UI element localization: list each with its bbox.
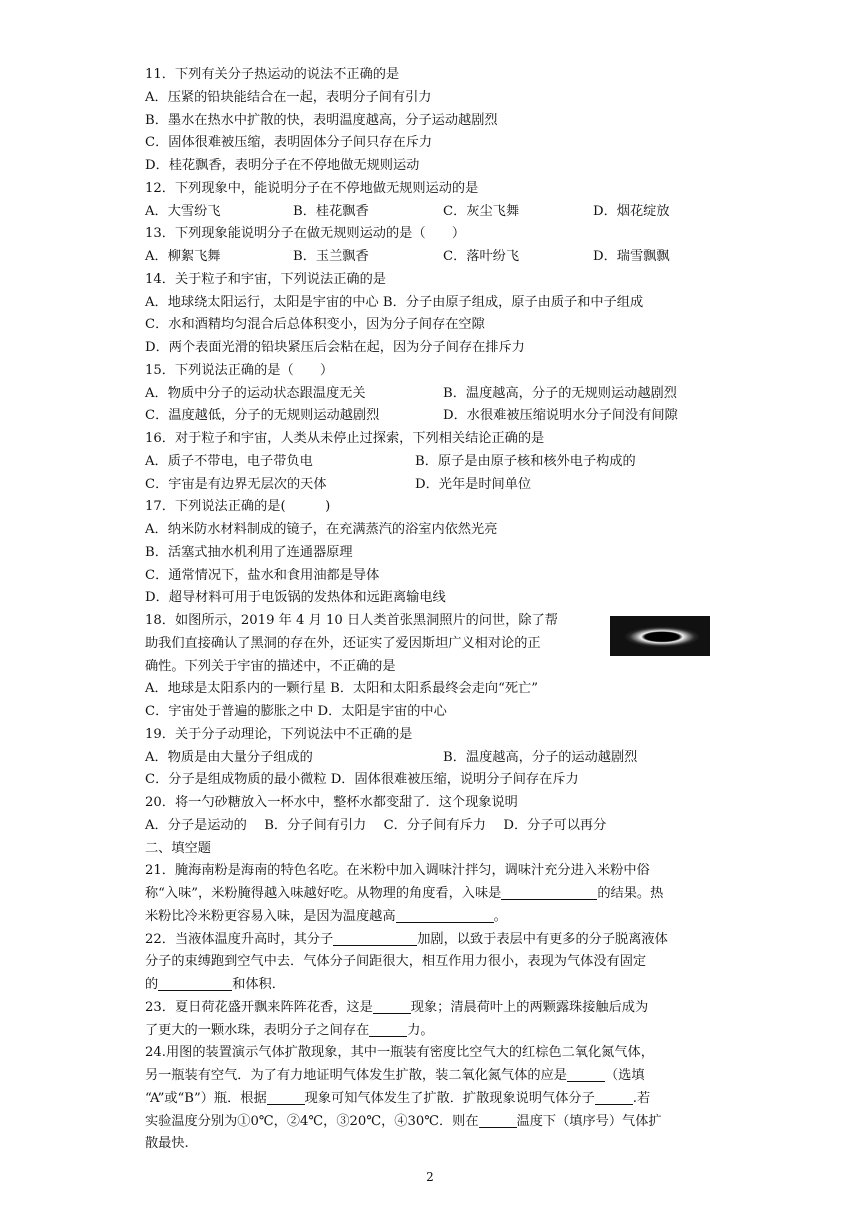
q16-options-cd xyxy=(145,474,723,497)
q21-text: 米粉比冷米粉更容易入味，是因为温度越高 xyxy=(145,908,396,924)
q24-text: （选填 xyxy=(605,1068,645,1083)
q24-line3 xyxy=(145,1088,723,1111)
q17-option-a: A．纳米防水材料制成的镜子，在充满蒸汽的浴室内依然光亮 xyxy=(145,522,498,537)
q24-line4 xyxy=(145,1111,723,1134)
q15-options-cd xyxy=(145,405,723,428)
q19-option-b: B．温度越高，分子的运动越剧烈 xyxy=(443,749,638,765)
q20-stem: 20．将一勺砂糖放入一杯水中，整杯水都变甜了．这个现象说明 xyxy=(145,795,518,810)
q11-option-d: D．桂花飘香，表明分子在不停地做无规则运动 xyxy=(145,158,420,173)
q21-blank-1[interactable] xyxy=(501,885,597,900)
q14-option-c: C．水和酒精均匀混合后总体积变小，因为分子间存在空隙 xyxy=(145,317,485,333)
q18-stem-line3: 确性。下列关于宇宙的描述中，不正确的是 xyxy=(145,658,396,674)
q14-option-ab: A．地球绕太阳运行，太阳是宇宙的中心 B．分子由原子组成，原子由质子和中子组成 xyxy=(145,294,644,310)
page-number: 2 xyxy=(426,1170,434,1184)
q21-text: 称“入味”，米粉腌得越入味越好吃。从物理的角度看，入味是 xyxy=(145,886,502,901)
q24-text: 另一瓶装有空气．为了有力地证明气体发生扩散，装二氧化氮气体的应是 xyxy=(145,1068,567,1083)
q22-blank-1[interactable] xyxy=(333,931,417,946)
q24-text: 实验温度分别为①0℃，②4℃，③20℃，④30℃．则在 xyxy=(145,1113,479,1129)
q15-option-b: B．温度越高，分子的无规则运动越剧烈 xyxy=(443,385,677,401)
q18-block xyxy=(145,610,723,678)
q16-option-c: C．宇宙是有边界无层次的天体 xyxy=(145,476,327,492)
q11-stem: 11．下列有关分子热运动的说法不正确的是 xyxy=(145,67,400,82)
q23-blank-1[interactable] xyxy=(373,999,411,1014)
q19-options-cd: C．分子是组成物质的最小微粒 D．固体很难被压缩，说明分子间存在斥力 xyxy=(145,772,579,788)
q12-option-c: C．灰尘飞舞 xyxy=(443,203,520,219)
black-hole-image xyxy=(610,616,710,656)
q15-option-a: A．物质中分子的运动状态跟温度无关 xyxy=(145,385,366,401)
q22-line1 xyxy=(145,929,723,952)
q19-stem: 19．关于分子动理论，下列说法中不正确的是 xyxy=(145,726,413,742)
q23-text: 23．夏日荷花盛开飘来阵阵花香，这是 xyxy=(145,999,373,1015)
q15-option-c: C．温度越低，分子的无规则运动越剧烈 xyxy=(145,408,380,424)
q11-option-c: C．固体很难被压缩，表明固体分子间只存在斥力 xyxy=(145,135,433,151)
q23-text: 力。 xyxy=(407,1022,434,1038)
q18-stem-line2: 助我们直接确认了黑洞的存在外，还证实了爱因斯坦广义相对论的正 xyxy=(145,635,541,651)
q19-options-ab xyxy=(145,747,723,770)
q24-text: 现象可知气体发生了扩散．扩散现象说明气体分子 xyxy=(304,1090,595,1106)
q23-text: 现象；清晨荷叶上的两颗露珠接触后成为 xyxy=(410,999,649,1015)
q12-option-d: D．烟花绽放 xyxy=(593,203,670,219)
q12-option-a: A．大雪纷飞 xyxy=(145,203,221,219)
q11-option-a: A．压紧的铅块能结合在一起，表明分子间有引力 xyxy=(145,89,432,105)
q19-option-a: A．物质是由大量分子组成的 xyxy=(145,749,313,765)
q23-line2 xyxy=(145,1020,723,1043)
q24-blank-2[interactable] xyxy=(267,1090,305,1105)
q24-text: “A”或“B”）瓶．根据 xyxy=(145,1090,267,1106)
q12-stem: 12．下列现象中，能说明分子在不停地做无规则运动的是 xyxy=(145,180,479,196)
q16-option-d: D．光年是时间单位 xyxy=(415,476,532,492)
q22-text: 和体积． xyxy=(232,977,285,992)
q17-stem: 17．下列说法正确的是( ) xyxy=(145,499,331,515)
q24-blank-3[interactable] xyxy=(595,1090,633,1105)
q13-option-a: A．柳絮飞舞 xyxy=(145,249,221,264)
q13-options xyxy=(145,246,723,269)
q18-stem-line1: 18．如图所示，2019 年 4 月 10 日人类首张黑洞照片的问世，除了帮 xyxy=(145,613,558,628)
q12-option-b: B．桂花飘香 xyxy=(293,203,369,219)
q20-options: A．分子是运动的 B．分子间有引力 C．分子间有斥力 D．分子可以再分 xyxy=(145,817,607,833)
q12-options xyxy=(145,201,723,224)
q21-text: 的结果。热 xyxy=(597,886,664,901)
q23-blank-2[interactable] xyxy=(369,1022,407,1037)
q21-blank-2[interactable] xyxy=(396,908,494,923)
q15-stem: 15．下列说法正确的是（ ） xyxy=(145,362,334,378)
q13-option-b: B．玉兰飘香 xyxy=(293,249,369,264)
q17-option-c: C．通常情况下，盐水和食用油都是导体 xyxy=(145,567,380,583)
q11-option-b: B．墨水在热水中扩散的快，表明温度越高，分子运动越剧烈 xyxy=(145,112,498,128)
q21-text: 。 xyxy=(493,908,507,924)
q17-option-b: B．活塞式抽水机利用了连通器原理 xyxy=(145,544,353,560)
q22-text: 的 xyxy=(145,977,159,992)
q22-blank-2[interactable] xyxy=(158,976,232,991)
q23-line1 xyxy=(145,997,723,1020)
q16-stem: 16．对于粒子和宇宙，人类从未停止过探索，下列相关结论正确的是 xyxy=(145,431,545,446)
q14-option-d: D．两个表面光滑的铅块紧压后会粘在起，因为分子间存在排斥力 xyxy=(145,340,525,355)
q22-text: 22．当液体温度升高时，其分子 xyxy=(145,931,334,947)
q21-line1: 21．腌海南粉是海南的特色名吃。在米粉中加入调味汁拌匀，调味汁充分进入米粉中俗 xyxy=(145,863,650,879)
q18-options-ab: A．地球是太阳系内的一颗行星 B．太阳和太阳系最终会走向“死亡” xyxy=(145,681,538,697)
q22-line2: 分子的束缚跑到空气中去．气体分子间距很大，相互作用力很小，表现为气体没有固定 xyxy=(145,954,647,970)
q24-line5: 散最快. xyxy=(145,1136,189,1152)
q24-text: .若 xyxy=(632,1090,651,1106)
q24-line2 xyxy=(145,1065,723,1088)
q13-option-d: D．瑞雪飘飘 xyxy=(593,249,670,264)
q23-text: 了更大的一颗水珠，表明分子之间存在 xyxy=(145,1022,370,1038)
q24-line1: 24.用图的装置演示气体扩散现象，其中一瓶装有密度比空气大的红棕色二氧化氮气体， xyxy=(145,1045,654,1061)
q16-options-ab xyxy=(145,451,723,474)
q16-option-a: A．质子不带电，电子带负电 xyxy=(145,453,313,469)
q24-blank-4[interactable] xyxy=(479,1113,517,1128)
q17-option-d: D．超导材料可用于电饭锅的发热体和远距离输电线 xyxy=(145,590,446,606)
q13-option-c: C．落叶纷飞 xyxy=(443,249,520,264)
q22-text: 加剧，以致于表层中有更多的分子脱离液体 xyxy=(417,931,668,947)
q22-line3 xyxy=(145,974,723,997)
q18-options-cd: C．宇宙处于普遍的膨胀之中 D．太阳是宇宙的中心 xyxy=(145,704,447,719)
question-page xyxy=(145,64,723,1156)
q13-stem: 13．下列现象能说明分子在做无规则运动的是（ ） xyxy=(145,226,466,242)
q21-line2 xyxy=(145,883,723,906)
q14-stem: 14．关于粒子和宇宙，下列说法正确的是 xyxy=(145,271,386,287)
q15-options-ab xyxy=(145,383,723,406)
q24-text: 温度下（填序号）气体扩 xyxy=(516,1113,662,1129)
q24-blank-1[interactable] xyxy=(567,1067,605,1082)
section-heading: 二、填空题 xyxy=(145,840,211,856)
q15-option-d: D．水很难被压缩说明水分子间没有间隙 xyxy=(443,408,678,424)
q21-line3 xyxy=(145,906,723,929)
q16-option-b: B．原子是由原子核和核外电子构成的 xyxy=(415,453,636,469)
